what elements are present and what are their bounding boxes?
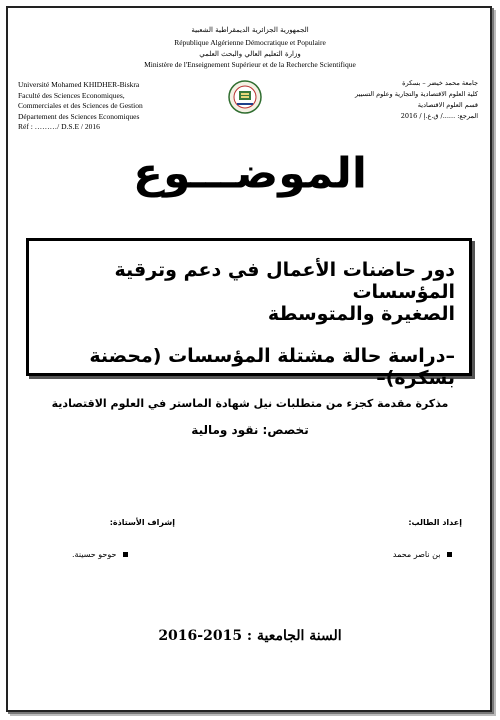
thesis-title-line1: دور حاضنات الأعمال في دعم وترقية المؤسسات — [114, 259, 455, 303]
academic-year: السنة الجامعية : 2015-2016 — [158, 628, 342, 644]
supervisor-label: إشراف الأستاذة: — [109, 518, 175, 527]
bullet-square-icon — [447, 552, 452, 557]
faculty-name-fr: Faculté des Sciences Economiques, — [18, 90, 125, 100]
student-name: بن ناصر محمد — [392, 550, 441, 559]
university-name-fr: Université Mohamed KHIDHER-Biskra — [18, 80, 140, 89]
reference-ar: المرجع: ....../ ق.ع.إ / 2016 — [400, 112, 478, 120]
thesis-title-line2: الصغيرة والمتوسطة — [267, 303, 455, 325]
student-entry — [393, 550, 452, 559]
header-republic-ar: الجمهورية الجزائرية الديمقراطية الشعبية — [191, 26, 309, 34]
department-name-fr: Département des Sciences Economiques — [18, 111, 140, 121]
header-ministry-ar: وزارة التعليم العالي والبحث العلمي — [199, 50, 301, 58]
supervisor-entry — [72, 550, 128, 559]
reference-fr: Réf : ………/ D.S.E / 2016 — [18, 122, 100, 131]
subject-heading: الموضـــوع — [133, 149, 367, 198]
university-logo-icon — [228, 80, 262, 114]
bullet-square-icon — [123, 552, 128, 557]
faculty-name-fr-2: Commerciales et des Sciences de Gestion — [18, 101, 143, 110]
prepared-by-label: إعداد الطالب: — [408, 518, 462, 527]
university-block-fr — [18, 80, 143, 133]
thesis-title-box — [26, 238, 472, 389]
memo-statement: مذكرة مقدمة كجزء من متطلبات نيل شهادة الماستر في العلوم الاقتصادية — [51, 397, 449, 410]
supervisor-name: حوحو حسينة. — [72, 550, 117, 559]
thesis-title-line3: –دراسة حالة مشتلة المؤسسات (محضنة بسكرة)– — [89, 345, 455, 389]
header-ministry-fr: Ministère de l'Enseignement Supérieur et de la Recherche Scientifique — [144, 60, 356, 69]
header-republic-fr: République Algérienne Démocratique et Populaire — [174, 38, 326, 47]
university-name-ar: جامعة محمد خيضر – بسكرة — [402, 79, 478, 87]
faculty-name-ar: كلية العلوم الاقتصادية والتجارية وعلوم التسيير — [355, 90, 478, 98]
department-name-ar: قسم العلوم الاقتصادية — [417, 101, 478, 109]
university-block-ar — [355, 78, 478, 122]
specialty: تخصص: نقود ومالية — [191, 423, 309, 437]
